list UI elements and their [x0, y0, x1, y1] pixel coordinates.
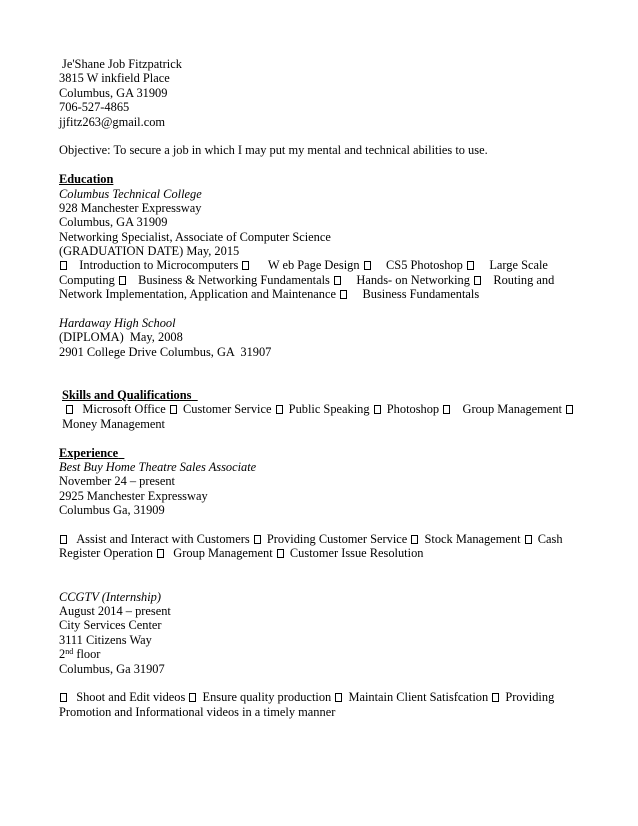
checkbox-bullet-icon — [334, 276, 341, 285]
job-title: CCGTV (Internship) — [59, 589, 161, 604]
checkbox-bullet-icon — [525, 535, 532, 544]
list-item: Customer Issue Resolution — [289, 546, 424, 561]
job-duties-list — [59, 532, 589, 561]
list-item: Customer Service — [183, 402, 272, 417]
list-item: Large Scale Computing — [59, 258, 548, 287]
checkbox-bullet-icon — [340, 290, 347, 299]
list-item: Routing and Network Implementation, Application and Maintenance — [59, 272, 555, 302]
list-item: Public Speaking — [288, 402, 370, 417]
list-item: Business Fundamentals — [362, 287, 480, 302]
job-street: 2925 Manchester Expressway — [59, 488, 208, 503]
checkbox-bullet-icon — [60, 693, 67, 702]
checkbox-bullet-icon — [277, 549, 284, 558]
list-item: Ensure quality production — [202, 690, 332, 705]
job-city: Columbus, Ga 31907 — [59, 661, 165, 676]
contact-block — [59, 57, 589, 129]
list-item: Maintain Client Satisfcation — [348, 690, 489, 705]
list-item: Hands- on Networking — [356, 272, 470, 287]
job-dates: November 24 – present — [59, 474, 175, 489]
experience-section — [59, 446, 589, 719]
contact-phone: 706-527-4865 — [59, 100, 130, 115]
list-item: Stock Management — [424, 531, 521, 546]
skills-heading: Skills and Qualifications — [62, 388, 192, 403]
list-item: Assist and Interact with Customers — [76, 531, 250, 546]
checkbox-bullet-icon — [242, 261, 249, 270]
job-street: 3111 Citizens Way — [59, 632, 152, 647]
contact-email: jjfitz263@gmail.com — [59, 114, 166, 129]
contact-street: 3815 W inkfield Place — [59, 71, 170, 86]
job-city: Columbus Ga, 31909 — [59, 503, 165, 518]
checkbox-bullet-icon — [254, 535, 261, 544]
college-name: Columbus Technical College — [59, 186, 202, 201]
college-date: (GRADUATION DATE) May, 2015 — [59, 244, 240, 259]
college-degree: Networking Specialist, Associate of Computer Science — [59, 229, 331, 244]
list-item: CS5 Photoshop — [386, 258, 463, 273]
high-school-name: Hardaway High School — [59, 316, 176, 331]
job-floor: 2nd floor — [59, 647, 101, 662]
checkbox-bullet-icon — [474, 276, 481, 285]
college-street: 928 Manchester Expressway — [59, 200, 202, 215]
skills-list — [59, 402, 589, 431]
experience-heading: Experience — [59, 445, 119, 460]
list-item: Group Management — [173, 546, 273, 561]
resume-page — [59, 57, 589, 719]
job-title: Best Buy Home Theatre Sales Associate — [59, 460, 257, 475]
checkbox-bullet-icon — [467, 261, 474, 270]
high-school-address: 2901 College Drive Columbus, GA 31907 — [59, 344, 272, 359]
job-duties-list — [59, 690, 589, 719]
objective-text: Objective: To secure a job in which I may put my mental and technical abilities to use. — [59, 143, 488, 158]
checkbox-bullet-icon — [566, 405, 573, 414]
high-school-diploma: (DIPLOMA) May, 2008 — [59, 330, 183, 345]
job-org: City Services Center — [59, 618, 162, 633]
checkbox-bullet-icon — [119, 276, 126, 285]
skills-section — [59, 388, 589, 431]
checkbox-bullet-icon — [189, 693, 196, 702]
checkbox-bullet-icon — [157, 549, 164, 558]
education-heading: Education — [59, 172, 114, 187]
list-item: Money Management — [62, 416, 165, 431]
contact-city: Columbus, GA 31909 — [59, 85, 168, 100]
checkbox-bullet-icon — [66, 405, 73, 414]
checkbox-bullet-icon — [364, 261, 371, 270]
list-item: Group Management — [462, 402, 562, 417]
checkbox-bullet-icon — [60, 261, 67, 270]
course-list — [59, 258, 589, 301]
checkbox-bullet-icon — [60, 535, 67, 544]
job-dates: August 2014 – present — [59, 603, 171, 618]
contact-name: Je'Shane Job Fitzpatrick — [62, 57, 182, 71]
list-item: Providing Promotion and Informational videos in a timely manner — [59, 690, 555, 719]
list-item: Business & Networking Fundamentals — [138, 272, 330, 287]
checkbox-bullet-icon — [443, 405, 450, 414]
list-item: Photoshop — [386, 402, 440, 417]
checkbox-bullet-icon — [335, 693, 342, 702]
checkbox-bullet-icon — [374, 405, 381, 414]
checkbox-bullet-icon — [411, 535, 418, 544]
education-section — [59, 172, 589, 359]
list-item: Shoot and Edit videos — [76, 690, 186, 705]
list-item: Providing Customer Service — [266, 531, 408, 546]
list-item: Introduction to Microcomputers — [79, 258, 239, 273]
checkbox-bullet-icon — [276, 405, 283, 414]
list-item: Cash Register Operation — [59, 531, 563, 561]
college-city: Columbus, GA 31909 — [59, 215, 168, 230]
checkbox-bullet-icon — [170, 405, 177, 414]
checkbox-bullet-icon — [492, 693, 499, 702]
list-item: Microsoft Office — [82, 402, 166, 417]
list-item: W eb Page Design — [267, 258, 360, 273]
